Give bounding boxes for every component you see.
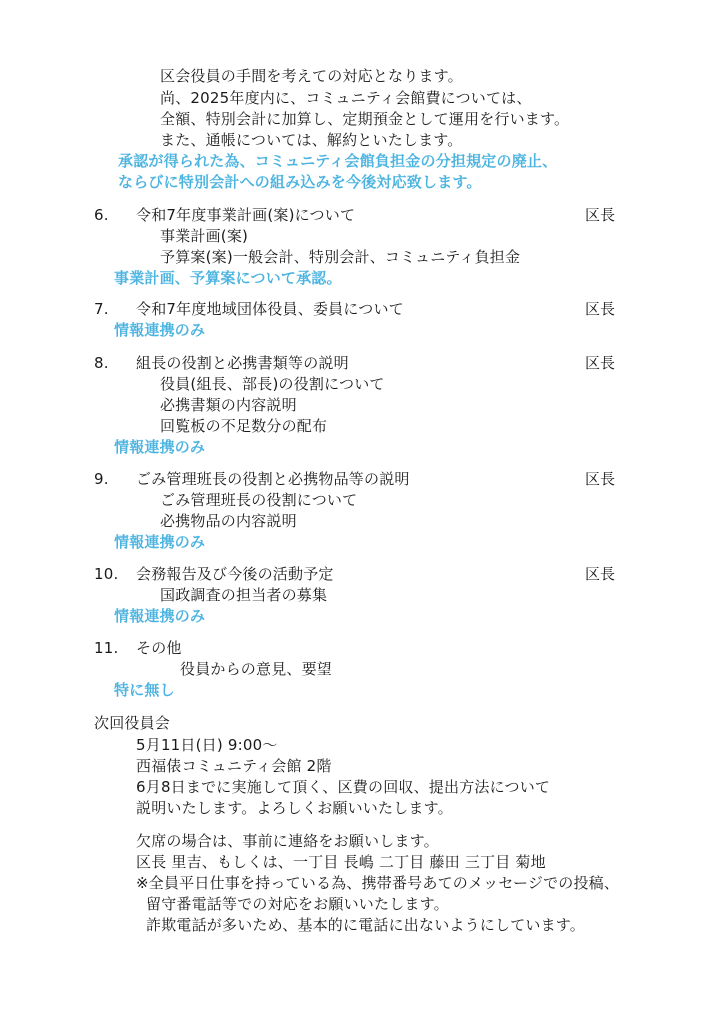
item-8-note: 情報連携のみ <box>114 438 206 456</box>
next-meeting-datetime: 5月11日(日) 9:00～ <box>136 736 278 754</box>
item-6-note: 事業計画、予算案について承認。 <box>114 269 342 287</box>
item-6-sub-2: 予算案(案)一般会計、特別会計、コミュニティ負担金 <box>160 248 521 266</box>
item-10-note: 情報連携のみ <box>114 607 206 625</box>
item-8-title: 組長の役割と必携書類等の説明 <box>136 354 349 372</box>
item-11-title: その他 <box>136 639 182 657</box>
item-9-sub-1: ごみ管理班長の役割について <box>160 491 358 509</box>
item-9-presenter: 区長 <box>585 470 616 488</box>
item-7-number: 7. <box>94 300 109 318</box>
item-7-presenter: 区長 <box>585 300 616 318</box>
item-10-sub-1: 国政調査の担当者の募集 <box>160 586 328 604</box>
item-11-number: 11. <box>94 639 119 657</box>
item-8-number: 8. <box>94 354 109 372</box>
item-10-presenter: 区長 <box>585 565 616 583</box>
item-9-number: 9. <box>94 470 109 488</box>
item-7-note: 情報連携のみ <box>114 321 206 339</box>
item-7-title: 令和7年度地域団体役員、委員について <box>136 300 404 318</box>
item-6-sub-1: 事業計画(案) <box>160 227 249 245</box>
item-10-number: 10. <box>94 565 119 583</box>
item-9-note: 情報連携のみ <box>114 533 206 551</box>
item-10-title: 会務報告及び今後の活動予定 <box>136 565 334 583</box>
item-8-sub-1: 役員(組長、部長)の役割について <box>160 375 385 393</box>
absence-line-1: 欠席の場合は、事前に連絡をお願いします。 <box>136 832 439 850</box>
absence-line-5: 詐欺電話が多いため、基本的に電話に出ないようにしています。 <box>146 916 586 934</box>
next-meeting-heading: 次回役員会 <box>94 714 171 732</box>
next-meeting-place: 西福俵コミュニティ会館 2階 <box>136 757 332 775</box>
absence-line-4: 留守番電話等での対応をお願いいたします。 <box>146 895 449 913</box>
intro-line-3: 全額、特別会計に加算し、定期預金として運用を行います。 <box>160 110 570 128</box>
item-8-presenter: 区長 <box>585 354 616 372</box>
item-6-presenter: 区長 <box>585 206 616 224</box>
item-9-title: ごみ管理班長の役割と必携物品等の説明 <box>136 470 410 488</box>
item-8-sub-2: 必携書類の内容説明 <box>160 396 297 414</box>
item-8-sub-3: 回覧板の不足数分の配布 <box>160 417 328 435</box>
item-11-note: 特に無し <box>114 681 175 699</box>
item-6-title: 令和7年度事業計画(案)について <box>136 206 356 224</box>
absence-line-2: 区長 里吉、もしくは、一丁目 長嶋 二丁目 藤田 三丁目 菊地 <box>136 853 546 871</box>
next-meeting-desc-2: 説明いたします。よろしくお願いいたします。 <box>136 799 453 817</box>
intro-line-1: 区会役員の手間を考えての対応となります。 <box>160 67 463 85</box>
intro-note-2: ならびに特別会計への組み込みを今後対応致します。 <box>118 173 482 191</box>
intro-note-1: 承認が得られた為、コミュニティ会館負担金の分担規定の廃止、 <box>118 152 558 170</box>
item-6-number: 6. <box>94 206 109 224</box>
intro-line-2: 尚、2025年度内に、コミュニティ会館費については、 <box>160 89 532 107</box>
next-meeting-desc-1: 6月8日までに実施して頂く、区費の回収、提出方法について <box>136 778 551 796</box>
intro-line-4: また、通帳については、解約といたします。 <box>160 131 463 149</box>
item-9-sub-2: 必携物品の内容説明 <box>160 512 297 530</box>
item-11-sub-1: 役員からの意見、要望 <box>180 660 333 678</box>
absence-line-3: ※全員平日仕事を持っている為、携帯番号あてのメッセージでの投稿、 <box>136 874 620 892</box>
